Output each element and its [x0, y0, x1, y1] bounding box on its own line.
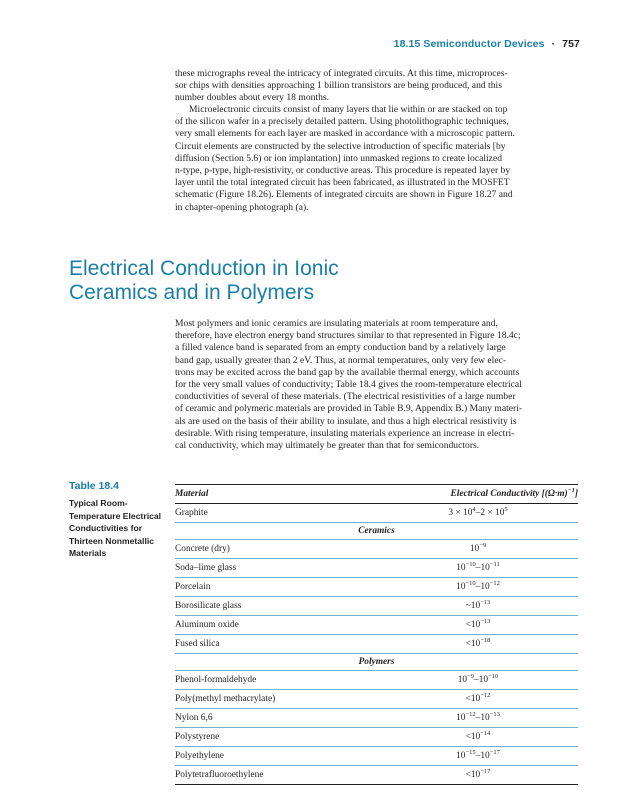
running-header — [394, 38, 580, 50]
material-name: Phenol-formaldehyde — [175, 675, 257, 686]
material-name: Graphite — [175, 508, 208, 519]
paragraph-intro — [175, 68, 578, 105]
paragraph-line: diffusion (Section 5.6) or ion implantation] into unmasked regions to create localized — [175, 152, 502, 164]
paragraph-ionic-polymers — [175, 318, 578, 452]
table-label: Table 18.4 — [69, 480, 119, 492]
paragraph-microelectronic — [175, 104, 578, 214]
section-title — [69, 257, 339, 305]
paragraph-line: Circuit elements are constructed by the selective introduction of specific materials [by — [175, 140, 506, 152]
material-name: Soda–lime glass — [175, 563, 237, 574]
paragraph-line: layer until the total integrated circuit has been fabricated, as illustrated in the MOSFET — [175, 177, 510, 189]
group-label-polymers: Polymers — [175, 654, 578, 671]
caption-line: Materials — [69, 548, 107, 558]
group-label-ceramics: Ceramics — [175, 523, 578, 540]
paragraph-line: desirable. With rising temperature, insulating materials experience an increase in electri- — [175, 427, 515, 439]
conductivity-header-close: ] — [574, 489, 578, 500]
table-row — [175, 504, 578, 523]
header-separator: · — [551, 38, 556, 50]
conductivity-value: $\sim 10^{-13}$ — [465, 599, 491, 612]
table-row — [175, 616, 578, 635]
conductivity-value: $<10^{-12}$ — [465, 692, 491, 705]
conductivity-value: $3 \times 10^4-2 \times 10^5$ — [448, 506, 508, 519]
conductivity-header-exponent: −1 — [567, 487, 575, 495]
conductivity-value: $10^{-9}$ — [469, 542, 487, 555]
table-row — [175, 728, 578, 747]
column-header-material: Material — [175, 489, 209, 500]
ceramics-rows — [175, 540, 578, 654]
polymers-rows — [175, 671, 578, 785]
paragraph-line: n-type, p-type, high-resistivity, or conductive areas. This procedure is repeated layer by — [175, 165, 511, 177]
material-name: Poly(methyl methacrylate) — [175, 694, 276, 705]
paragraph-line: trons may be excited across the band gap by the available thermal energy, which accounts — [175, 366, 520, 378]
paragraph-line: very small elements for each layer are masked in accordance with a microscopic pattern. — [175, 128, 515, 140]
paragraph-line: of the silicon wafer in a precisely detailed pattern. Using photolithographic techniques, — [175, 116, 509, 128]
table-row — [175, 635, 578, 654]
page-number: 757 — [562, 38, 580, 50]
material-name: Nylon 6,6 — [175, 713, 213, 724]
paragraph-line: cal conductivity, which may ultimately be greater than that for semiconductors. — [175, 440, 480, 452]
material-name: Porcelain — [175, 582, 211, 593]
paragraph-line: for the very small values of conductivity; Table 18.4 gives the room-temperature electrical — [175, 379, 522, 391]
table-caption — [69, 497, 179, 560]
conductivity-header-text: Electrical Conductivity [(Ω·m) — [450, 489, 568, 500]
section-title-line2: Ceramics and in Polymers — [69, 281, 315, 304]
caption-line: Thirteen Nonmetallic — [69, 535, 154, 546]
header-section-title: 18.15 Semiconductor Devices — [393, 38, 545, 50]
paragraph-line: a filled valence band is separated from an empty conduction band by a relatively large — [175, 342, 506, 354]
conductivity-value: $10^{-12}-10^{-13}$ — [456, 711, 500, 724]
paragraph-line: number doubles about every 18 months. — [175, 92, 330, 104]
conductivity-value: $<10^{-13}$ — [465, 618, 491, 631]
column-header-conductivity — [451, 489, 578, 499]
caption-line: Conductivities for — [69, 523, 143, 533]
table-row — [175, 559, 578, 578]
conductivity-value: $10^{-10}-10^{-11}$ — [456, 561, 500, 574]
table-row — [175, 747, 578, 766]
paragraph-line: schematic (Figure 18.26). Elements of integrated circuits are shown in Figure 18.27 and — [175, 189, 513, 201]
table-row — [175, 709, 578, 728]
material-name: Borosilicate glass — [175, 601, 242, 612]
table-row — [175, 690, 578, 709]
paragraph-line: therefore, have electron energy band structures similar to that represented in Figure 18.4c; — [175, 330, 521, 342]
material-name: Polyethylene — [175, 751, 224, 762]
paragraph-line: band gap, usually greater than 2 eV. Thus, at normal temperatures, only very few elec- — [175, 354, 507, 366]
conductivity-value: $<10^{-14}$ — [465, 730, 491, 743]
material-name: Polytetrafluoroethylene — [175, 770, 264, 781]
conductivity-value: $10^{-9}-10^{-10}$ — [457, 673, 499, 686]
paragraph-line: these micrographs reveal the intricacy of integrated circuits. At this time, microproces- — [175, 68, 508, 79]
table-row — [175, 671, 578, 690]
material-name: Fused silica — [175, 639, 220, 650]
conductivity-table — [175, 484, 578, 785]
caption-line: Temperature Electrical — [69, 510, 162, 521]
conductivity-value: $10^{-15}-10^{-17}$ — [456, 749, 500, 762]
paragraph-line: in chapter-opening photograph (a). — [175, 201, 309, 213]
paragraph-line: of ceramic and polymeric materials are provided in Table B.9, Appendix B.) Many materi- — [175, 403, 523, 415]
caption-line: Typical Room- — [69, 498, 128, 508]
conductivity-value: $<10^{-18}$ — [465, 637, 491, 650]
paragraph-line: als are used on the basis of their ability to insulate, and thus a high electrical resistivity is — [175, 415, 517, 427]
paragraph-line: conductivities of several of these materials. (The electrical resistivities of a large number — [175, 391, 516, 403]
conductivity-value: $<10^{-17}$ — [465, 768, 491, 781]
paragraph-line: sor chips with densities approaching 1 billion transistors are being produced, and this — [175, 80, 502, 92]
paragraph-line: Microelectronic circuits consist of many layers that lie within or are stacked on top — [189, 104, 508, 115]
section-title-line1: Electrical Conduction in Ionic — [69, 257, 339, 280]
table-row — [175, 766, 578, 785]
material-name: Polystyrene — [175, 732, 220, 743]
table-row — [175, 578, 578, 597]
table-header-row — [175, 485, 578, 504]
conductivity-value: $10^{-10}-10^{-12}$ — [456, 580, 500, 593]
table-row — [175, 540, 578, 559]
paragraph-line: Most polymers and ionic ceramics are insulating materials at room temperature and, — [175, 318, 498, 329]
table-row — [175, 597, 578, 616]
material-name: Aluminum oxide — [175, 620, 239, 631]
material-name: Concrete (dry) — [175, 544, 230, 555]
